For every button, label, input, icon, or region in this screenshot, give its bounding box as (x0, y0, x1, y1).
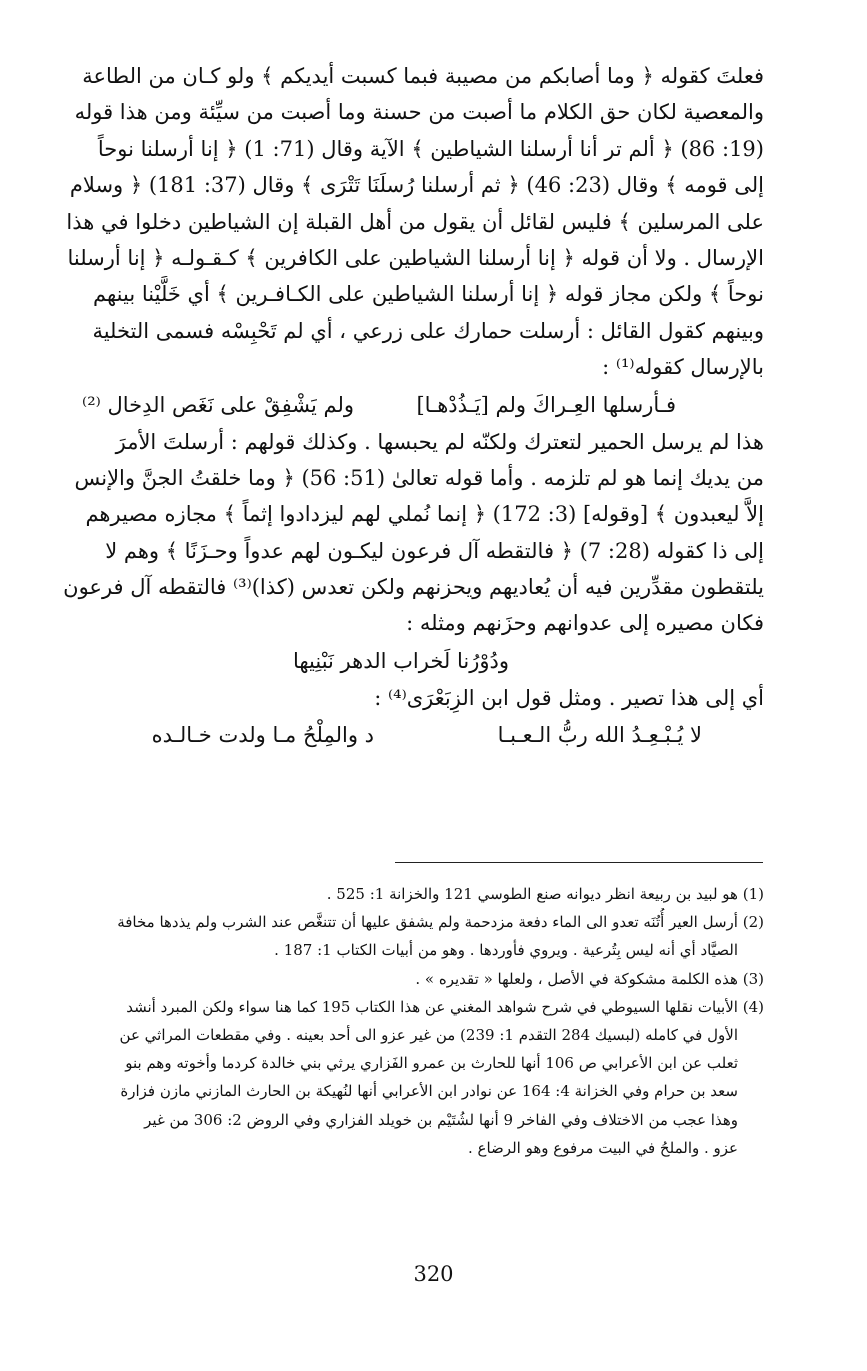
footnote-number: (2) (742, 913, 764, 932)
footnote-divider (395, 862, 763, 863)
text-line: والمعصية لكان حق الكلام ما أصبت من حسنة وما أصبت من سيِّئة ومن هذا قوله (74, 100, 764, 125)
footnote-2: (2) أرسل العير أُتُنَه تعدو الى الماء دفعة مزدحمة ولم يشفق عليها أن تتنغَّص عند الشرب ولم يذدها مخافة (117, 913, 764, 932)
verse-2-text: ودُوْرُنا لَخراب الدهر نَبْنِيها (292, 648, 509, 673)
verse-3 (22, 716, 764, 754)
footnote-4: (4) الأبيات نقلها السيوطي في شرح شواهد المغني عن هذا الكتاب 195 كما هنا سواء ولكن المبرد أنشد (126, 997, 764, 1016)
text-line: (19: 86) ﴿ ألم تر أنا أرسلنا الشياطين ﴾ الآية وقال (71: 1) ﴿ إنا أرسلنا نوحاً (97, 136, 764, 161)
text-line: إلاَّ ليعبدون ﴾ [وقوله] (3: 172) ﴿ إنما نُملي لهم ليزدادوا إثماً ﴾ مجازه مصيرهم (85, 502, 764, 527)
verse-3-first-hemistich: لا يُـبْـعِـدُ الله ربُّ الـعـبـا (497, 723, 702, 748)
verse-3-second-hemistich: د والمِلْحُ مـا ولدت خـالـده (151, 723, 374, 748)
text-line: أي إلى هذا تصير . ومثل قول ابن الزِبَعْرَى⁽⁴⁾ : (374, 685, 764, 710)
footnote-4-cont: سعد بن حرام وفي الخزانة 4: 164 عن نوادر ابن الأعرابي أنها لنُهيكة بن الحارث المازني مازن فزارة (120, 1082, 738, 1101)
page-number: 320 (413, 1262, 454, 1286)
footnote-2-cont: الصيَّاد أي أنه ليس بِتُرعية . ويروي فأوردها . وهو من أبيات الكتاب 1: 187 . (274, 941, 738, 960)
footnote-number: (3) (742, 969, 764, 988)
verse-1 (22, 386, 764, 424)
footnote-number: (1) (742, 885, 764, 903)
verse-1-second-hemistich: ولم يَشْفِقْ على نَغَص الدِخال ⁽²⁾ (82, 392, 354, 417)
footnote-3: (3) هذه الكلمة مشكوكة في الأصل ، ولعلها « تقديره » . (415, 969, 764, 988)
text-line: يلتقطون مقدِّرين فيه أن يُعاديهم ويحزنهم ولكن تعدس (كذا)⁽³⁾ فالتقطه آل فرعون (63, 575, 764, 600)
text-line: نوحاً ﴾ ولكن مجاز قوله ﴿ إنا أرسلنا الشياطين على الكـافـرين ﴾ أي خَلَّيْنا بينهم (93, 282, 764, 307)
footnote-number: (4) (742, 997, 764, 1016)
text-line: بالإرسال كقوله⁽¹⁾ : (602, 355, 764, 380)
footnote-1: (1) هو لبيد بن ربيعة انظر ديوانه صنع الطوسي 121 والخزانة 1: 525 . (326, 885, 764, 903)
text-line: فكان مصيره إلى عدوانهم وحزَنهم ومثله : (406, 611, 764, 636)
text-line: على المرسلين ﴾ فليس لقائل أن يقول من أهل القبلة إن الشياطين دخلوا في هذا (66, 209, 764, 234)
text-line: من يديك إنما هو لم تلزمه . وأما قوله تعالىٰ (51: 56) ﴿ وما خلقتُ الجنَّ والإنس (74, 465, 764, 490)
text-line: فعلتَ كقوله ﴿ وما أصابكم من مصيبة فبما كسبت أيديكم ﴾ ولو كـان من الطاعة (82, 64, 764, 88)
text-line: الإرسال . ولا أن قوله ﴿ إنا أرسلنا الشياطين على الكافرين ﴾ كـقـولـه ﴿ إنا أرسلنا (67, 245, 764, 270)
text-line: إلى قومه ﴾ وقال (23: 46) ﴿ ثم أرسلنا رُسلَنَا تَتْرَى ﴾ وقال (37: 181) ﴿ وسلام (69, 173, 764, 198)
verse-2 (22, 642, 764, 680)
footnote-4-cont: عزو . والملحُ في البيت مرفوع وهو الرضاع . (468, 1138, 738, 1157)
main-text (22, 58, 764, 754)
footnotes (22, 880, 764, 1162)
footnote-4-cont: ثعلب عن ابن الأعرابي ص 106 أنها للحارث بن عمرو الفَزاري يرثي بني خالدة كردما وأخوته وهم بنو (125, 1054, 738, 1073)
text-line: هذا لم يرسل الحمير لتعترك ولكنّه لم يحبسها . وكذلك قولهم : أرسلتَ الأمرَ (115, 429, 764, 454)
verse-1-first-hemistich: فـأرسلها العِـراكَ ولم [يَـذُدْهـا] (416, 392, 676, 417)
text-line: وبينهم كقول القائل : أرسلت حمارك على زرعي ، أي لم تَحْبِسْه فسمى التخلية (92, 318, 764, 343)
footnote-4-cont: وهذا عجب من الاختلاف وفي الفاخر 9 أنها لشُتَيْم بن خويلد الفزاري وفي الروض 2: 306 من غير (144, 1110, 738, 1129)
text-line: إلى ذا كقوله (28: 7) ﴿ فالتقطه آل فرعون ليكـون لهم عدواً وحـزَنًا ﴾ وهم لا (105, 538, 764, 563)
footnote-4-cont: الأول في كامله (لبسيك 284 التقدم 1: 239) من غير عزو الى أحد بعينه . وفي مقطعات المراثي عن (119, 1025, 738, 1044)
